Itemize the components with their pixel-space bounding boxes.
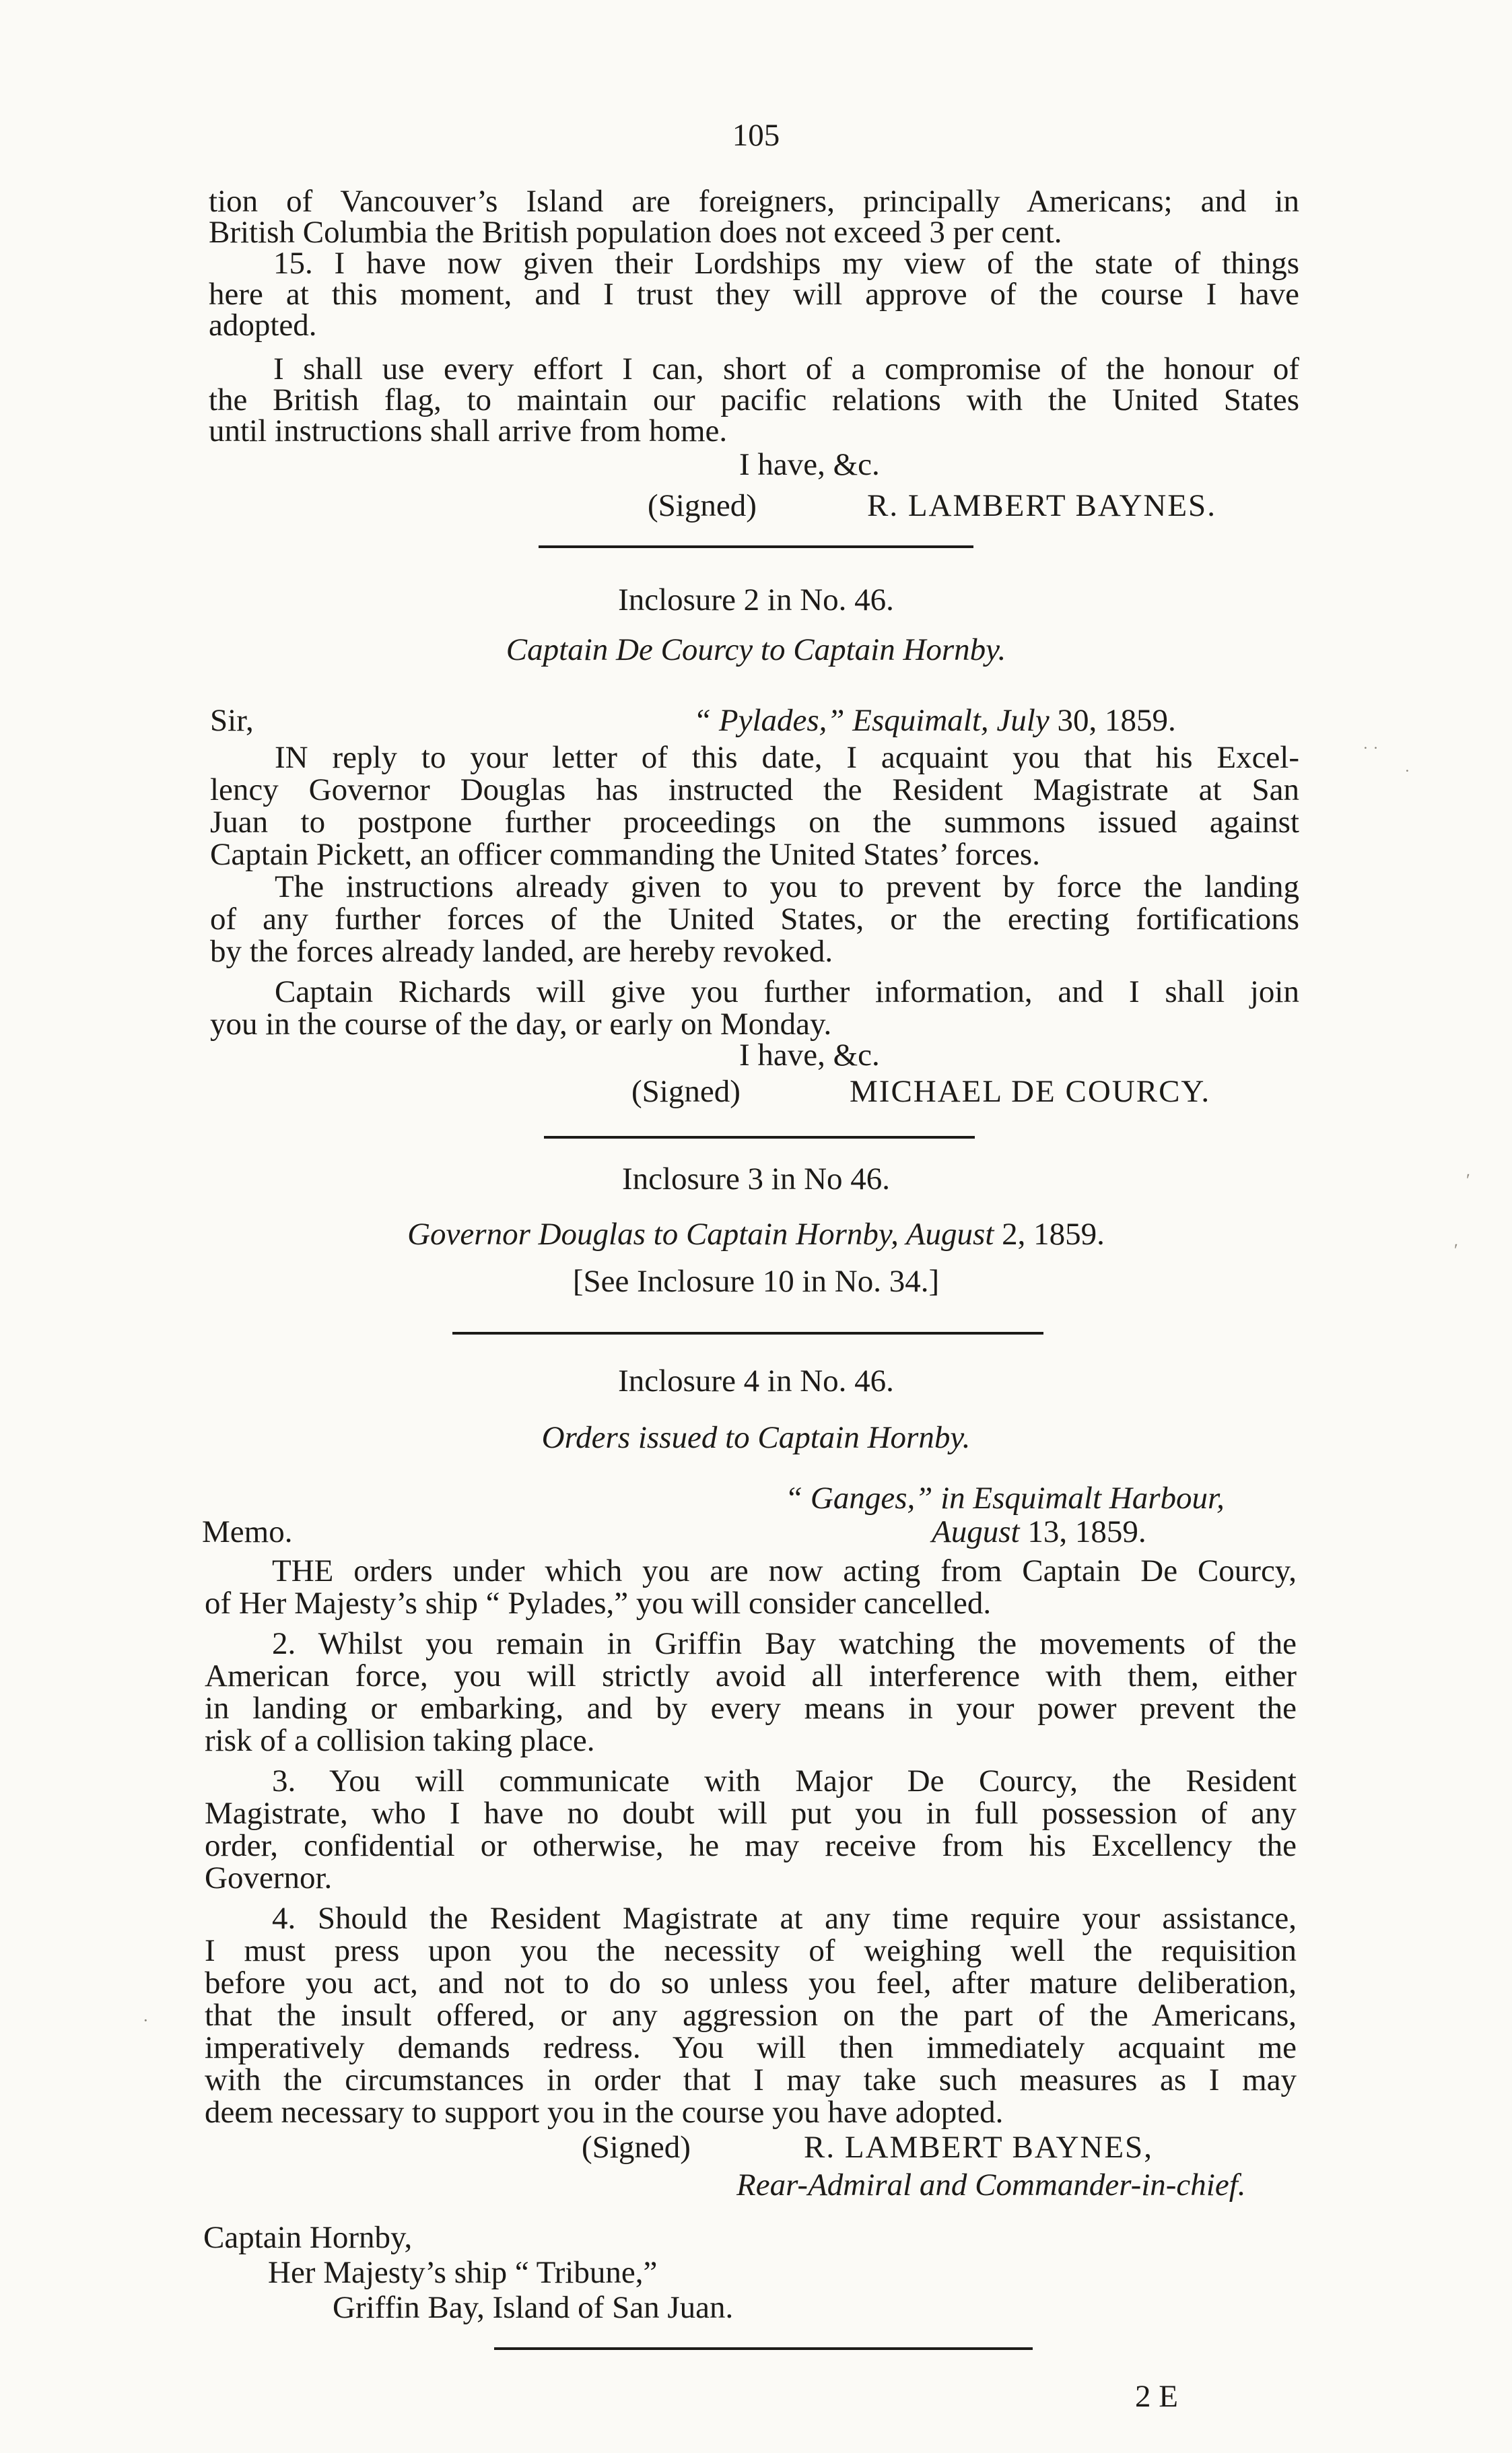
print-speck: ʹ (1466, 1170, 1470, 1190)
signature-mark: 2 E (1135, 2379, 1178, 2414)
body-line: that the insult offered, or any aggression on the part of the Americans, (205, 1998, 1297, 2033)
inclosure-subtitle: Captain De Courcy to Captain Hornby. (506, 632, 1006, 667)
body-line: here at this moment, and I trust they will approve of the course I have (209, 277, 1299, 312)
inclosure-heading: Inclosure 3 in No 46. (621, 1162, 891, 1197)
body-line: IN reply to your letter of this date, I acquaint you that his Excel- (275, 740, 1299, 775)
signed-label: (Signed) (582, 2130, 691, 2165)
body-line: 3. You will communicate with Major De Courcy, the Resident (272, 1763, 1297, 1799)
body-line: before you act, and not to do so unless you feel, after mature deliberation, (205, 1965, 1297, 2001)
signature: R. LAMBERT BAYNES. (867, 488, 1216, 523)
closing: I have, &c. (739, 1038, 880, 1073)
body-line: I must press upon you the necessity of weighing well the requisition (205, 1933, 1297, 1968)
section-rule (494, 2347, 1033, 2350)
dateline-date: 30, 1859. (1057, 703, 1176, 738)
subtitle-italic: Governor Douglas to Captain Hornby, August (407, 1217, 994, 1252)
body-line: I shall use every effort I can, short of a compromise of the honour of (273, 351, 1299, 387)
body-line: in landing or embarking, and by every means in your power prevent the (205, 1691, 1297, 1726)
body-line: Captain Richards will give you further information, and I shall join (275, 974, 1299, 1009)
salutation: Sir, (210, 703, 254, 738)
memo-label: Memo. (202, 1514, 293, 1549)
signed-label: (Signed) (631, 1074, 741, 1109)
address-line: Her Majesty’s ship “ Tribune,” (268, 2255, 658, 2290)
signature-title: Rear-Admiral and Commander-in-chief. (736, 2168, 1246, 2203)
body-line: by the forces already landed, are hereby revoked. (210, 934, 833, 969)
body-line: the British flag, to maintain our pacific relations with the United States (209, 382, 1299, 417)
inclosure-subtitle (0, 1219, 1512, 1250)
print-speck: · (143, 2011, 149, 2030)
body-line: THE orders under which you are now acting from Captain De Courcy, (272, 1553, 1297, 1588)
signature: R. LAMBERT BAYNES, (804, 2130, 1153, 2165)
inclosure-subtitle: Orders issued to Captain Hornby. (541, 1420, 971, 1455)
body-line: adopted. (209, 308, 317, 343)
cross-reference-note: [See Inclosure 10 in No. 34.] (572, 1264, 940, 1299)
section-rule (544, 1136, 975, 1139)
body-line: 4. Should the Resident Magistrate at any time require your assistance, (272, 1901, 1297, 1936)
print-speck: ʹ (1454, 1240, 1458, 1260)
address-line: Captain Hornby, (203, 2220, 413, 2255)
closing: I have, &c. (739, 447, 880, 482)
body-line: risk of a collision taking place. (205, 1723, 595, 1758)
body-line: of Her Majesty’s ship “ Pylades,” you will consider cancelled. (205, 1586, 992, 1621)
body-line: British Columbia the British population does not exceed 3 per cent. (209, 215, 1062, 250)
dateline-month: August (932, 1514, 1020, 1549)
body-line: The instructions already given to you to prevent by force the landing (275, 869, 1299, 904)
body-line: until instructions shall arrive from home. (209, 413, 728, 448)
signed-label: (Signed) (648, 488, 757, 523)
body-line: lency Governor Douglas has instructed the Resident Magistrate at San (210, 772, 1299, 807)
print-speck: ˙ (1404, 766, 1410, 786)
body-line: 2. Whilst you remain in Griffin Bay watching the movements of the (272, 1626, 1297, 1661)
dateline-place: “ Ganges,” in Esquimalt Harbour, (785, 1481, 1225, 1516)
section-rule (452, 1332, 1043, 1335)
dateline (693, 705, 1176, 737)
dateline-place: “ Pylades,” Esquimalt, July (693, 703, 1050, 738)
inclosure-heading: Inclosure 2 in No. 46. (618, 582, 894, 617)
signature: MICHAEL DE COURCY. (850, 1074, 1211, 1109)
address-line: Griffin Bay, Island of San Juan. (333, 2290, 734, 2325)
dateline-date: 13, 1859. (1027, 1514, 1146, 1549)
dateline (932, 1516, 1146, 1548)
body-line: with the circumstances in order that I may take such measures as I may (205, 2062, 1297, 2097)
subtitle-date: 2, 1859. (1002, 1217, 1105, 1252)
body-line: American force, you will strictly avoid all interference with them, either (205, 1658, 1297, 1693)
body-line: deem necessary to support you in the course you have adopted. (205, 2095, 1004, 2130)
print-speck: ˙ ˙ (1363, 743, 1379, 763)
page-number: 105 (732, 118, 780, 153)
body-line: tion of Vancouver’s Island are foreigners, principally Americans; and in (209, 184, 1299, 219)
body-line: imperatively demands redress. You will then immediately acquaint me (205, 2030, 1297, 2065)
body-line: of any further forces of the United States, or the erecting fortifications (210, 902, 1299, 937)
body-line: Governor. (205, 1860, 333, 1895)
inclosure-heading: Inclosure 4 in No. 46. (618, 1364, 894, 1399)
section-rule (539, 545, 973, 548)
body-line: Captain Pickett, an officer commanding the United States’ forces. (210, 837, 1040, 872)
body-line: 15. I have now given their Lordships my view of the state of things (273, 246, 1299, 281)
body-line: Juan to postpone further proceedings on the summons issued against (210, 805, 1299, 840)
body-line: Magistrate, who I have no doubt will put you in full possession of any (205, 1796, 1297, 1831)
body-line: you in the course of the day, or early on Monday. (210, 1007, 832, 1042)
body-line: order, confidential or otherwise, he may receive from his Excellency the (205, 1828, 1297, 1863)
